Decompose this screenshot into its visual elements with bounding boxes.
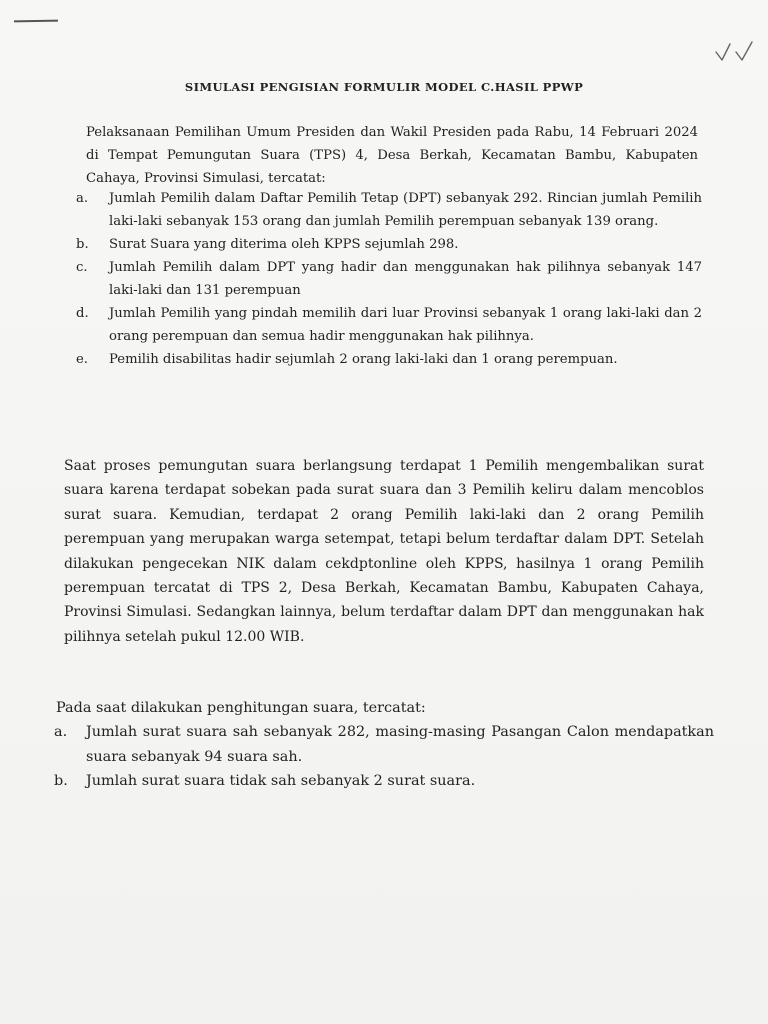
list-item-text: Jumlah Pemilih dalam Daftar Pemilih Tetap (DPT) sebanyak 292. Rincian jumlah Pemilih laki-laki sebanyak 153 orang dan jumlah Pemilih perempuan sebanyak 139 orang. [109, 191, 702, 229]
list-item-text: Jumlah Pemilih dalam DPT yang hadir dan menggunakan hak pilihnya sebanyak 147 laki-laki dan 131 perempuan [109, 260, 702, 298]
list-marker: b. [54, 773, 68, 789]
double-checkmark-icon [712, 38, 768, 66]
list-item [76, 348, 702, 371]
list-item-text: Jumlah Pemilih yang pindah memilih dari luar Provinsi sebanyak 1 orang laki-laki dan 2 orang perempuan dan semua hadir menggunakan hak pilihnya. [109, 306, 702, 344]
list-item-text: Surat Suara yang diterima oleh KPPS sejumlah 298. [109, 237, 459, 252]
intro-paragraph: Pelaksanaan Pemilihan Umum Presiden dan Wakil Presiden pada Rabu, 14 Februari 2024 di Tempat Pemungutan Suara (TPS) 4, Desa Berkah, Kecamatan Bambu, Kabupaten Cahaya, Provinsi Simulasi, tercatat: [86, 125, 698, 186]
pen-stroke-mark [14, 20, 58, 23]
list-marker: d. [76, 306, 89, 321]
list-marker: e. [76, 352, 88, 367]
facts-list [76, 187, 702, 371]
list-item [54, 720, 714, 769]
counting-list [54, 720, 714, 794]
document-title: SIMULASI PENGISIAN FORMULIR MODEL C.HASIL PPWP [184, 80, 584, 94]
counting-intro: Pada saat dilakukan penghitungan suara, tercatat: [56, 700, 426, 716]
list-item [76, 256, 702, 302]
list-item-text: Jumlah surat suara sah sebanyak 282, masing-masing Pasangan Calon mendapatkan suara sebanyak 94 suara sah. [86, 724, 714, 765]
list-item [54, 769, 714, 794]
voting-process-paragraph: Saat proses pemungutan suara berlangsung terdapat 1 Pemilih mengembalikan surat suara karena terdapat sobekan pada surat suara dan 3 Pemilih keliru dalam mencoblos surat suara. Kemudian, terdapat 2 orang Pemilih laki-laki dan 2 orang Pemilih perempuan yang merupakan warga setempat, tetapi belum terdaftar dalam DPT. Setelah dilakukan pengecekan NIK dalam cekdptonline oleh KPPS, hasilnya 1 orang Pemilih perempuan tercatat di TPS 2, Desa Berkah, Kecamatan Bambu, Kabupaten Cahaya, Provinsi Simulasi. Sedangkan lainnya, belum terdaftar dalam DPT dan menggunakan hak pilihnya setelah pukul 12.00 WIB. [64, 458, 704, 645]
list-item-text: Jumlah surat suara tidak sah sebanyak 2 surat suara. [86, 773, 476, 789]
list-marker: a. [76, 191, 89, 206]
list-marker: c. [76, 260, 88, 275]
list-item [76, 233, 702, 256]
list-item [76, 302, 702, 348]
list-item-text: Pemilih disabilitas hadir sejumlah 2 orang laki-laki dan 1 orang perempuan. [109, 352, 618, 367]
list-marker: a. [54, 724, 68, 740]
list-marker: b. [76, 237, 89, 252]
list-item [76, 187, 702, 233]
